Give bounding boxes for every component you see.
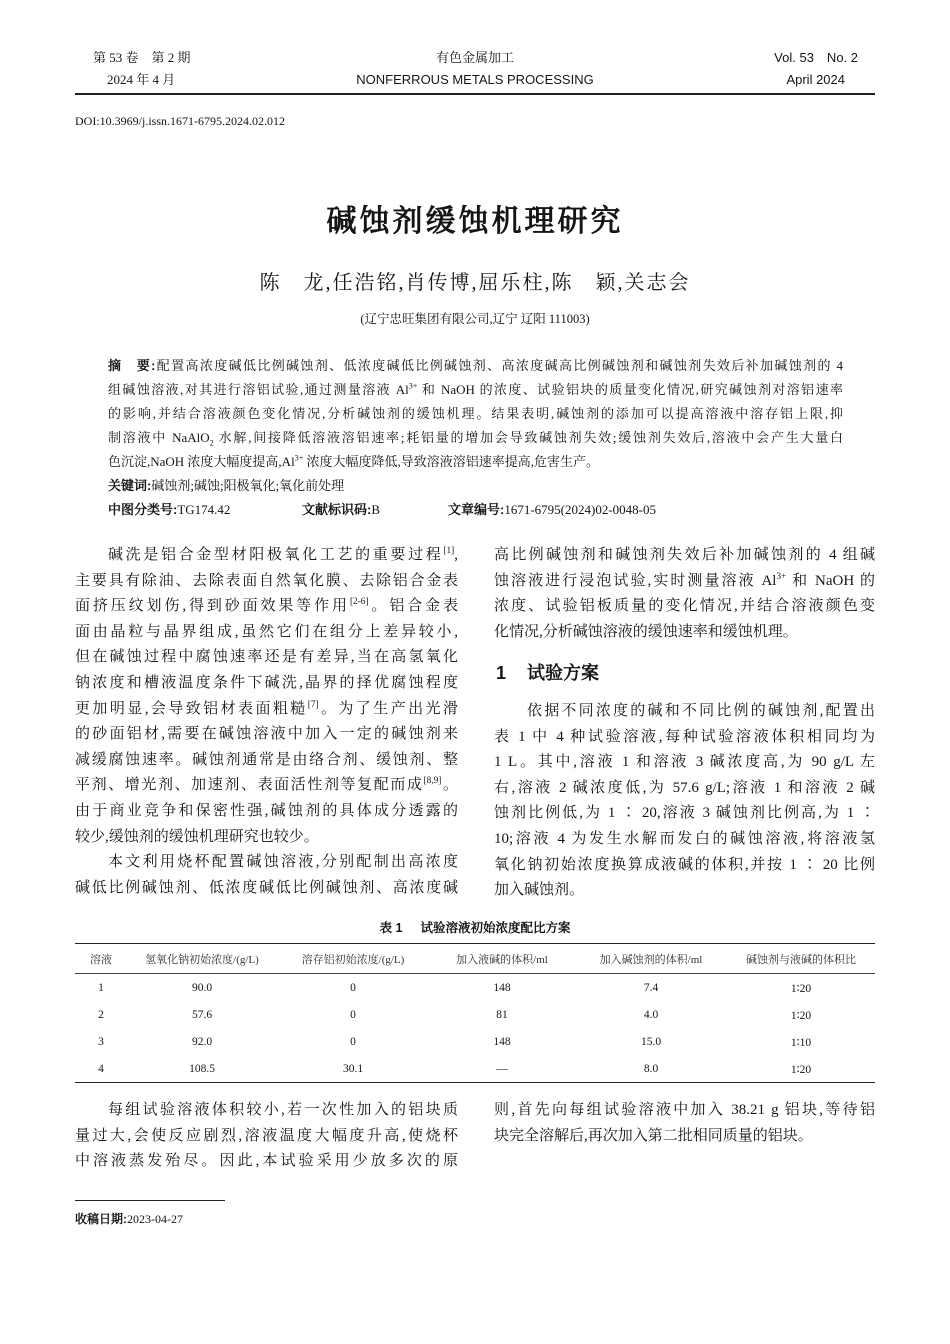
abstract-label: 摘 要: — [108, 358, 156, 373]
abstract-text: 和 NaOH 的浓度、试验铝块的质量变化情况,研究碱蚀剂对溶铝速率 — [417, 382, 843, 397]
text-segment: 。为了生产出光滑 — [318, 700, 458, 717]
text-line: 浓度、试验铝板质量的变化情况,并结合溶液颜色变 — [494, 598, 875, 615]
superscript: 3+ — [294, 453, 304, 463]
data-table — [75, 943, 875, 1083]
received-date-value: 2023-04-27 — [127, 1212, 183, 1226]
text-line — [75, 594, 458, 620]
header-rule — [75, 93, 875, 95]
after-table-left — [75, 1098, 458, 1175]
text-segment: 。 — [441, 777, 458, 794]
table-cell: 1 — [98, 981, 104, 994]
table-cell: 15.0 — [640, 1035, 662, 1048]
volume-number-en: Vol. 53 No. 2 — [774, 50, 858, 65]
table-cell: 1∶10 — [790, 1036, 812, 1049]
text-line: 钠浓度和槽液温度条件下碱洗,晶界的择优腐蚀程度 — [75, 674, 458, 691]
text-line — [75, 697, 458, 723]
citation: [2-6] — [349, 597, 369, 608]
text-line: 本文利用烧杯配置碱蚀溶液,分别配制出高浓度 — [108, 854, 458, 871]
table-caption-title: 试验溶液初始浓度配比方案 — [420, 921, 571, 935]
document-code-label: 文献标识码: — [302, 502, 372, 517]
text-line: 减缓腐蚀速率。碱蚀剂通常是由络合剂、缓蚀剂、整 — [75, 751, 458, 768]
table-cell: 1∶20 — [790, 982, 812, 995]
body-left-column — [75, 543, 458, 901]
section-heading — [496, 660, 875, 686]
table-header-row — [75, 944, 875, 974]
text-line: 碱低比例碱蚀剂、低浓度碱低比例碱蚀剂、高浓度碱 — [75, 879, 458, 896]
table-header-cell: 氢氧化钠初始浓度/(g/L) — [127, 944, 277, 974]
clc-label: 中图分类号: — [108, 502, 178, 517]
text-line: 但在碱蚀过程中腐蚀速率还是有差异,当在高氢氧化 — [75, 649, 458, 666]
table-header-cell: 加入碱蚀剂的体积/ml — [575, 944, 727, 974]
text-line: 右,溶液 2 碱浓度低,为 57.6 g/L;溶液 1 和溶液 2 碱 — [494, 779, 875, 796]
text-line: 蚀剂比例低,为 1 ∶ 20,溶液 3 碱蚀剂比例高,为 1 ∶ — [494, 805, 875, 822]
citation: [1] — [443, 546, 455, 556]
table-row — [75, 1055, 875, 1083]
abstract-line — [108, 378, 843, 402]
keywords-label: 关键词: — [108, 478, 152, 493]
table-cell: 0 — [350, 1035, 356, 1048]
abstract-text: 浓度大幅度降低,导致溶液溶铝速率提高,危害生产。 — [303, 454, 600, 469]
received-date — [75, 1211, 183, 1227]
table-row — [75, 1001, 875, 1028]
page-title: 碱蚀剂缓蚀机理研究 — [326, 205, 624, 238]
text-line: 依据不同浓度的碱和不同比例的碱蚀剂,配置出 — [527, 703, 875, 719]
text-line: 加入碱蚀剂。 — [494, 882, 585, 899]
text-line: 则,首先向每组试验溶液中加入 38.21 g 铝块,等待铝 — [494, 1102, 875, 1118]
text-segment: 平剂、增光剂、加速剂、表面活性剂等复配而成 — [75, 777, 424, 794]
clc-number — [108, 498, 230, 522]
table-cell: 148 — [493, 981, 511, 994]
table-cell: 1∶20 — [790, 1009, 812, 1022]
text-line: 1 L。其中,溶液 1 和溶液 3 碱浓度高,为 90 g/L 左 — [494, 754, 875, 771]
volume-issue: 第 53 卷 第 2 期 — [93, 50, 191, 65]
text-segment: 更加明显,会导致铝材表面粗糙 — [75, 700, 308, 717]
article-number — [448, 498, 656, 522]
table-cell: 3 — [98, 1035, 104, 1048]
text-line: 氧化钠初始浓度换算成液碱的体积,并按 1 ∶ 20 比例 — [494, 856, 875, 873]
citation: [8,9] — [423, 776, 442, 787]
superscript: 3+ — [408, 381, 418, 391]
clc-value: TG174.42 — [177, 502, 231, 517]
article-number-label: 文章编号: — [448, 502, 505, 517]
text-line: 化情况,分析碱蚀溶液的缓蚀速率和缓蚀机理。 — [494, 623, 798, 640]
table-cell: 148 — [493, 1035, 511, 1048]
subscript: 2 — [209, 438, 214, 448]
text-line — [494, 569, 875, 595]
body-right-column — [494, 543, 875, 645]
abstract-text: 制溶液中 NaAlO — [108, 430, 210, 445]
section-number: 1 — [496, 663, 507, 683]
table-cell: — — [496, 1062, 508, 1075]
received-date-label: 收稿日期: — [75, 1212, 127, 1226]
table-cell: 4.0 — [643, 1008, 659, 1021]
abstract-text: 色沉淀,NaOH 浓度大幅度提高,Al — [108, 454, 295, 469]
table-cell: 92.0 — [191, 1035, 213, 1048]
table-cell: 7.4 — [643, 981, 659, 994]
text-line: 表 1 中 4 种试验溶液,每种试验溶液体积相同均为 — [494, 728, 875, 745]
abstract-line — [108, 354, 843, 378]
issue-date-en: April 2024 — [786, 72, 845, 87]
doi: DOI:10.3969/j.issn.1671-6795.2024.02.012 — [75, 114, 285, 128]
text-line: 每组试验溶液体积较小,若一次性加入的铝块质 — [108, 1102, 458, 1118]
abstract — [108, 354, 843, 498]
authors: 陈 龙,任浩铭,肖传博,屈乐柱,陈 颖,关志会 — [259, 272, 691, 294]
abstract-line — [108, 426, 843, 450]
text-segment: 。铝合金表 — [368, 598, 458, 615]
table-caption — [0, 920, 950, 936]
table-row — [75, 1028, 875, 1055]
text-segment: 碱洗是铝合金型材阳极氧化工艺的重要过程 — [108, 547, 444, 563]
table-header-cell: 碱蚀剂与液碱的体积比 — [727, 944, 875, 974]
journal-name-cn: 有色金属加工 — [435, 50, 514, 65]
document-code — [302, 498, 380, 522]
text-segment: 面挤压纹划伤,得到砂面效果等作用 — [75, 598, 350, 615]
superscript: 3+ — [776, 571, 787, 582]
text-line: 主要具有除油、去除表面自然氧化膜、去除铝合金表 — [75, 572, 458, 589]
text-line: 中溶液蒸发殆尽。因此,本试验采用少放多次的原 — [75, 1153, 458, 1170]
keywords — [108, 474, 843, 498]
citation: [7] — [307, 699, 319, 710]
text-segment: 蚀溶液进行浸泡试验,实时测量溶液 Al — [494, 572, 777, 589]
table-cell: 1∶20 — [790, 1063, 812, 1076]
abstract-text: 水解,间接降低溶液溶铝速率;耗铝量的增加会导致碱蚀剂失效;缓蚀剂失效后,溶液中会产生大量白 — [213, 430, 843, 445]
article-number-value: 1671-6795(2024)02-0048-05 — [504, 502, 656, 517]
footnote-rule — [75, 1200, 225, 1201]
text-segment: , — [454, 547, 458, 563]
table-cell: 2 — [98, 1008, 104, 1021]
table-cell: 90.0 — [191, 981, 213, 994]
affiliation: (辽宁忠旺集团有限公司,辽宁 辽阳 111003) — [360, 312, 590, 326]
abstract-line — [108, 402, 843, 426]
table-cell: 4 — [98, 1062, 104, 1075]
keywords-value: 碱蚀剂;碱蚀;阳极氧化;氧化前处理 — [151, 478, 345, 493]
journal-name-en: NONFERROUS METALS PROCESSING — [356, 72, 594, 87]
table-header-cell: 溶液 — [75, 944, 127, 974]
text-line: 较少,缓蚀剂的缓蚀机理研究也较少。 — [75, 828, 319, 845]
abstract-text: 组碱蚀溶液,对其进行溶铝试验,通过测量溶液 Al — [108, 382, 409, 397]
abstract-text: 配置高浓度碱低比例碱蚀剂、低浓度碱低比例碱蚀剂、高浓度碱高比例碱蚀剂和碱蚀剂失效后补加碱蚀剂的 4 — [155, 358, 843, 373]
table-cell: 57.6 — [191, 1008, 213, 1021]
text-line — [75, 543, 458, 569]
text-line — [75, 773, 458, 799]
abstract-text: 的影响,并结合溶液颜色变化情况,分析碱蚀剂的缓蚀机理。结果表明,碱蚀剂的添加可以提高溶液中溶存铝上限,抑 — [108, 406, 843, 421]
text-line: 面由晶粒与晶界组成,虽然它们在组分上差异较小, — [75, 623, 458, 640]
after-table-right — [494, 1098, 875, 1149]
section-1-text — [494, 699, 875, 904]
text-line: 10;溶液 4 为发生水解而发白的碱蚀溶液,将溶液氢 — [494, 830, 875, 847]
table-header-cell: 加入液碱的体积/ml — [429, 944, 575, 974]
table-cell: 0 — [350, 1008, 356, 1021]
table-cell: 108.5 — [189, 1062, 215, 1075]
table-cell: 0 — [350, 981, 356, 994]
text-line: 高比例碱蚀剂和碱蚀剂失效后补加碱蚀剂的 4 组碱 — [494, 547, 875, 563]
text-line: 块完全溶解后,再次加入第二批相同质量的铝块。 — [494, 1127, 813, 1144]
table-cell: 30.1 — [342, 1062, 364, 1075]
text-line: 的砂面铝材,需要在碱蚀溶液中加入一定的碱蚀剂来 — [75, 726, 458, 743]
text-segment: 和 NaOH 的 — [786, 572, 875, 589]
document-code-value: B — [371, 502, 381, 517]
text-line: 由于商业竞争和保密性强,碱蚀剂的具体成分透露的 — [75, 802, 458, 819]
section-title: 试验方案 — [527, 663, 599, 683]
table-row — [75, 974, 875, 1002]
table-cell: 8.0 — [643, 1062, 659, 1075]
text-line: 量过大,会使反应剧烈,溶液温度大幅度升高,使烧杯 — [75, 1127, 458, 1144]
table-cell: 81 — [496, 1008, 508, 1021]
issue-date-cn: 2024 年 4 月 — [107, 72, 176, 87]
abstract-line — [108, 450, 843, 474]
table-header-cell: 溶存铝初始浓度/(g/L) — [277, 944, 429, 974]
table-caption-label: 表 1 — [379, 921, 403, 935]
